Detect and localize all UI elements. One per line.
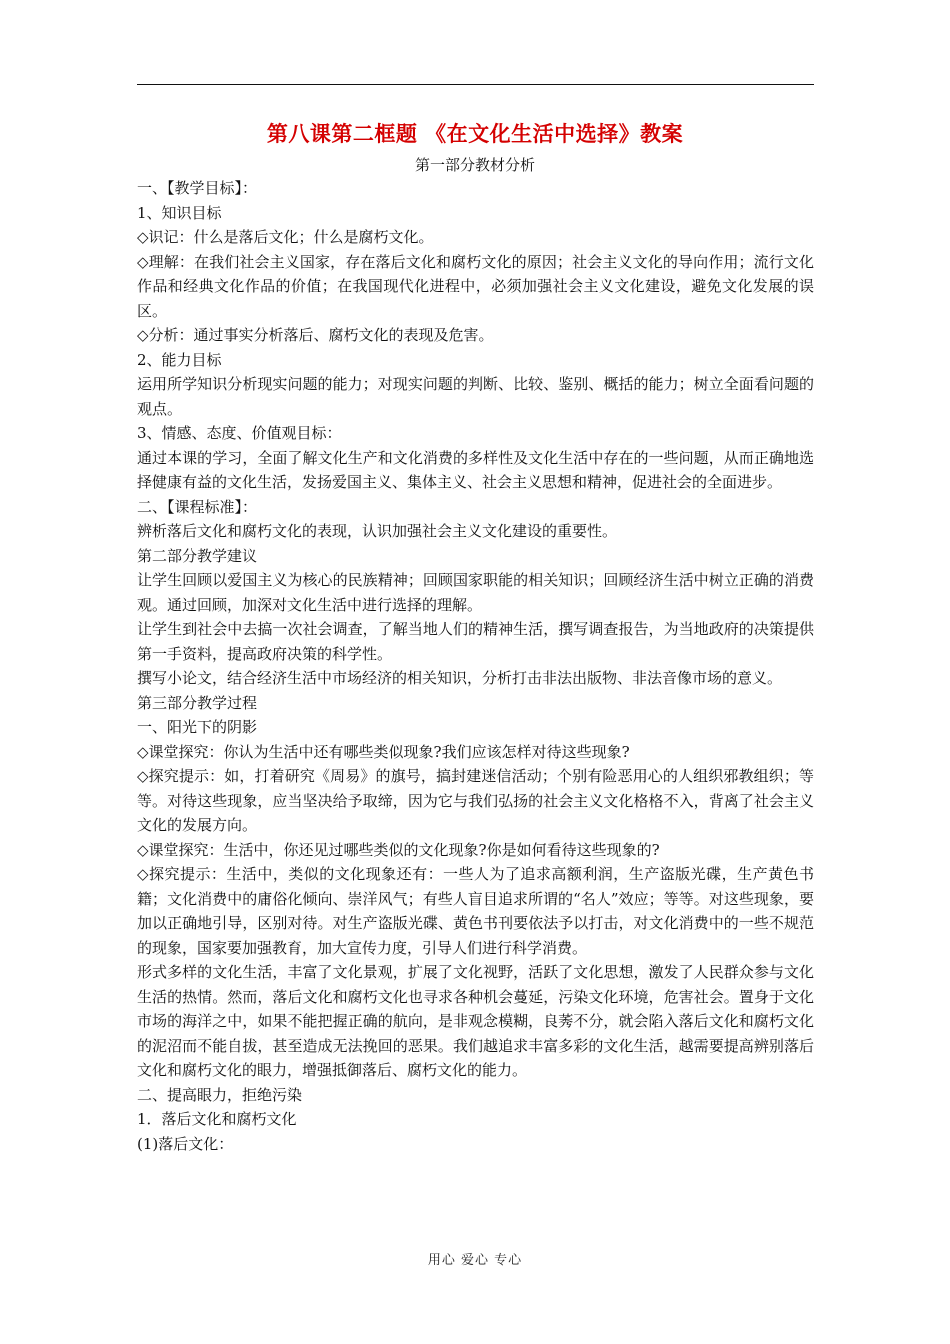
document-body — [137, 176, 814, 1156]
page-footer: 用心 爱心 专心 — [427, 1253, 523, 1268]
paragraph-inquiry-2: ◇课堂探究：生活中，你还见过哪些类似的文化现象?你是如何看待这些现象的? — [137, 840, 660, 859]
paragraph-ability: 运用所学知识分析现实问题的能力；对现实问题的判断、比较、鉴别、概括的能力；树立全面看问题的观点。 — [137, 375, 814, 418]
paragraph-understand: ◇理解：在我们社会主义国家，存在落后文化和腐朽文化的原因；社会主义文化的导向作用；流行文化作品和经典文化作品的价值；在我国现代化进程中，必须加强社会主义文化建设，避免文化发展的误区。 — [137, 252, 814, 320]
paragraph-cultural-life: 形式多样的文化生活，丰富了文化景观，扩展了文化视野，活跃了文化思想，激发了人民群众参与文化生活的热情。然而，落后文化和腐朽文化也寻求各种机会蔓延，污染文化环境，危害社会。置身于文化市场的海洋之中，如果不能把握正确的航向，是非观念模糊，良莠不分，就会陷入落后文化和腐朽文化的泥沼而不能自拔，甚至造成无法挽回的恶果。我们越追求丰富多彩的文化生活，越需要提高辨别落后文化和腐朽文化的眼力，增强抵御落后、腐朽文化的能力。 — [137, 963, 814, 1079]
document-title: 第八课第二框题 《在文化生活中选择》教案 — [266, 122, 684, 146]
paragraph-curriculum-standard: 辨析落后文化和腐朽文化的表现，认识加强社会主义文化建设的重要性。 — [137, 522, 618, 540]
section-subtitle: 第一部分教材分析 — [414, 156, 535, 174]
paragraph-inquiry-1: ◇课堂探究：你认为生活中还有哪些类似现象?我们应该怎样对待这些现象? — [137, 742, 630, 761]
paragraph-suggestion-survey: 让学生到社会中去搞一次社会调查，了解当地人们的精神生活，撰写调查报告，为当地政府的决策提供第一手资料，提高政府决策的科学性。 — [137, 620, 814, 663]
heading-improve-discernment: 二、提高眼力，拒绝污染 — [137, 1085, 303, 1104]
paragraph-values: 通过本课的学习，全面了解文化生产和文化消费的多样性及文化生活中存在的一些问题，从而正确地选择健康有益的文化生活，发扬爱国主义、集体主义、社会主义思想和精神，促进社会的全面进步。 — [137, 448, 814, 491]
header-rule — [137, 84, 814, 85]
heading-backward-culture: (1)落后文化： — [137, 1134, 234, 1153]
heading-shadow-under-sun: 一、阳光下的阴影 — [137, 718, 258, 736]
paragraph-hint-1: ◇探究提示：如，打着研究《周易》的旗号，搞封建迷信活动；个别有险恶用心的人组织邪教组织；等等。对待这些现象，应当坚决给予取缔，因为它与我们弘扬的社会主义文化格格不入，背离了社会主义文化的发展方向。 — [137, 767, 814, 834]
heading-knowledge-goals: 1、知识目标 — [137, 203, 222, 222]
paragraph-suggestion-review: 让学生回顾以爱国主义为核心的民族精神；回顾国家职能的相关知识；回顾经济生活中树立正确的消费观。通过回顾，加深对文化生活中进行选择的理解。 — [137, 571, 814, 614]
heading-values-goals: 3、情感、态度、价值观目标： — [137, 424, 342, 442]
paragraph-analyze: ◇分析：通过事实分析落后、腐朽文化的表现及危害。 — [137, 326, 494, 344]
paragraph-memorize: ◇识记：什么是落后文化；什么是腐朽文化。 — [137, 228, 434, 246]
heading-ability-goals: 2、能力目标 — [137, 350, 222, 369]
heading-backward-decadent-culture: 1．落后文化和腐朽文化 — [137, 1110, 297, 1128]
heading-teaching-goals: 一、【教学目标】： — [137, 179, 258, 197]
heading-part-two: 第二部分教学建议 — [137, 546, 258, 565]
paragraph-hint-2: ◇探究提示：生活中，类似的文化现象还有：一些人为了追求高额利润，生产盗版光碟，生产黄色书籍；文化消费中的庸俗化倾向、崇洋风气；有些人盲目追求所谓的“名人”效应；等等。对这些现象，要加以正确地引导，区别对待。对生产盗版光碟、黄色书刊要依法予以打击，对文化消费中的一些不规范的现象，国家要加强教育，加大宣传力度，引导人们进行科学消费。 — [137, 865, 814, 957]
heading-curriculum-standard: 二、【课程标准】： — [137, 497, 258, 516]
paragraph-suggestion-essay: 撰写小论文，结合经济生活中市场经济的相关知识，分析打击非法出版物、非法音像市场的意义。 — [137, 669, 783, 687]
heading-part-three: 第三部分教学过程 — [137, 693, 258, 712]
